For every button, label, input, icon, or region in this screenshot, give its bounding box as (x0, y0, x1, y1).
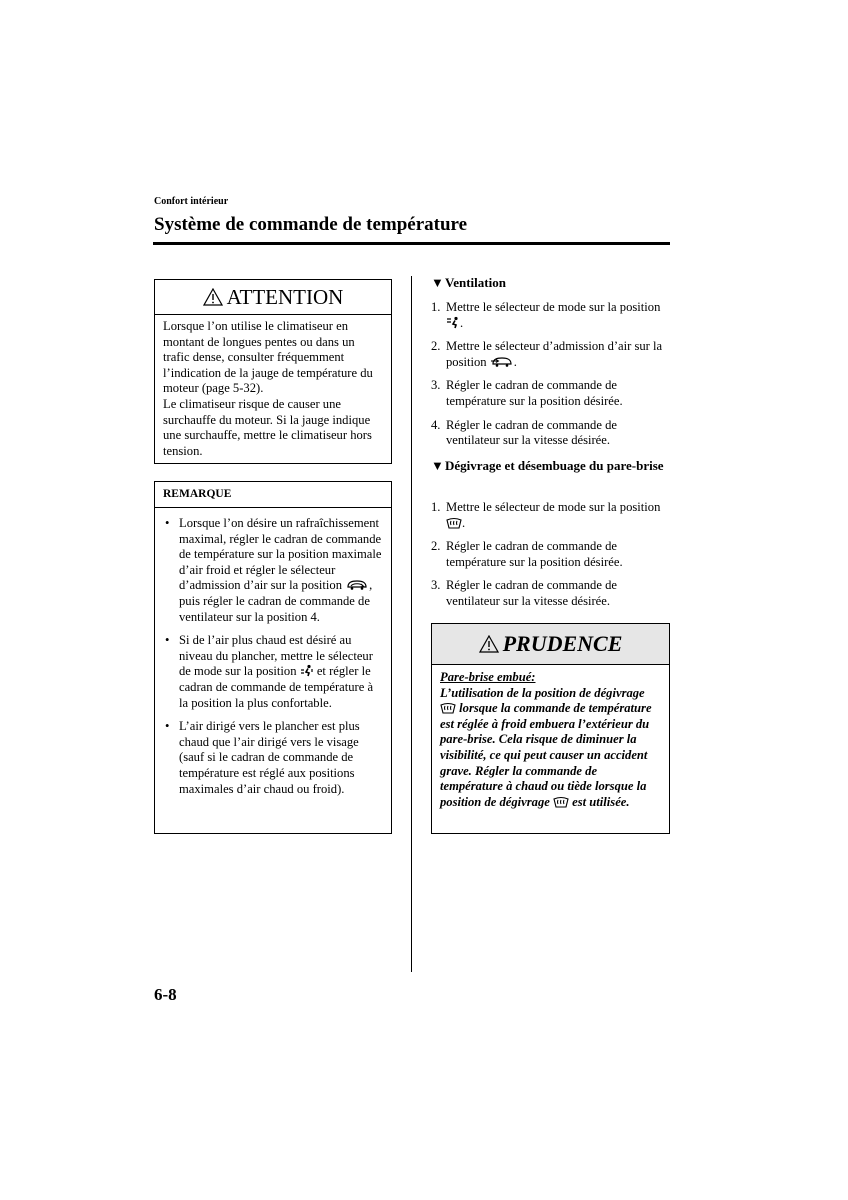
title-rule (153, 242, 670, 245)
ventilation-step-1-text-a: Mettre le sélecteur de mode sur la position (446, 300, 661, 314)
step-number: 2. (431, 539, 441, 554)
attention-header (155, 280, 391, 315)
ventilation-step-2-text-b: . (513, 354, 517, 369)
step-number: 1. (431, 500, 441, 514)
bullet: • (165, 719, 170, 734)
list-item (163, 633, 383, 711)
prudence-subheading: Pare-brise embué: (440, 670, 536, 684)
defrost-icon (446, 517, 462, 529)
remarque-item-2-text-a: Si de l’air plus chaud est désiré au niveau du plancher, mettre le sélecteur de mode sur la position (179, 633, 373, 679)
prudence-heading: PRUDENCE (502, 631, 623, 656)
prudence-text-a: L’utilisation de la position de dégivrage (440, 685, 645, 700)
attention-heading: ATTENTION (226, 284, 344, 309)
list-item (431, 418, 671, 449)
list-item (163, 719, 383, 797)
prudence-box (431, 623, 670, 834)
prudence-text-b: lorsque la commande de température est réglée à froid embuera l’extérieur du pare-brise. Cela risque de diminuer la visibilité, ce qui peut causer un accident grave. Régler la commande de température à chaud ou tiède lorsque la position de dégivrage (440, 701, 652, 809)
ventilation-heading-text: Ventilation (445, 275, 506, 290)
list-item (431, 339, 671, 370)
remarque-list (155, 508, 391, 797)
degivrage-step-3-text: Régler le cadran de commande de ventilateur sur la vitesse désirée. (446, 578, 617, 608)
attention-text-1: Lorsque l’on utilise le climatiseur en montant de longues pentes ou dans un trafic dense, consulter fréquemment l’indication de la jauge de température du moteur (page 5-32). (163, 319, 373, 396)
step-number: 2. (431, 339, 441, 354)
defrost-icon (553, 796, 569, 808)
degivrage-step-1-text-b: . (462, 515, 466, 530)
degivrage-step-2-text: Régler le cadran de commande de température sur la position désirée. (446, 539, 623, 569)
remarque-item-3-text: L’air dirigé vers le plancher est plus chaud que l’air dirigé vers le visage (sauf si le cadran de commande de température est réglé aux positions maximales d’air chaud ou froid). (179, 719, 360, 796)
defrost-icon (440, 702, 456, 714)
remarque-item-2-text-b: et régler le cadran de commande de température à la position la plus confortable. (179, 664, 374, 710)
ventilation-step-4-text: Régler le cadran de commande de ventilateur sur la vitesse désirée. (446, 417, 617, 448)
ventilation-heading (431, 274, 671, 291)
triangle-marker-icon: ▼ (431, 275, 444, 290)
step-number: 1. (431, 300, 441, 314)
ventilation-step-3-text: Régler le cadran de commande de température sur la position désirée. (446, 378, 623, 408)
step-number: 4. (431, 417, 441, 432)
face-vent-mode-icon (446, 316, 460, 329)
list-item (431, 300, 671, 331)
remarque-item-1-text-b: , puis régler le cadran de commande de ventilateur sur la position 4. (179, 578, 373, 624)
attention-text-2: Le climatiseur risque de causer une surchauffe du moteur. Si la jauge indique une surchauffe, mettre le climatiseur hors tension. (163, 396, 372, 458)
degivrage-step-1-text-a: Mettre le sélecteur de mode sur la position (446, 500, 661, 514)
page-title: Système de commande de température (154, 214, 468, 235)
ventilation-step-1-text-b: . (460, 315, 464, 330)
recirculation-icon (345, 579, 369, 591)
list-item (431, 539, 671, 570)
warning-triangle-icon (203, 288, 223, 306)
list-item (431, 578, 671, 609)
bullet: • (165, 516, 170, 530)
fresh-air-icon (490, 356, 514, 368)
remarque-item-1-text-a: Lorsque l’on désire un rafraîchissement maximal, régler le cadran de commande de température sur la position maximale d’air froid et régler le sélecteur d’admission d’air sur la position (179, 516, 382, 593)
page-number: 6-8 (154, 985, 177, 1004)
triangle-marker-icon: ▼ (431, 458, 444, 473)
degivrage-heading (431, 457, 671, 474)
degivrage-steps (431, 500, 671, 618)
ventilation-steps (431, 300, 671, 457)
attention-box (154, 279, 392, 464)
prudence-body (432, 665, 669, 810)
remarque-heading: REMARQUE (155, 482, 391, 508)
bullet: • (165, 633, 170, 648)
section-label: Confort intérieur (154, 196, 229, 207)
attention-body (155, 315, 391, 459)
warning-triangle-icon (479, 635, 499, 653)
step-number: 3. (431, 378, 441, 393)
prudence-text-c: est utilisée. (572, 794, 630, 809)
floor-vent-mode-icon (300, 664, 314, 677)
list-item (431, 378, 671, 409)
remarque-box (154, 481, 392, 834)
degivrage-heading-text: Dégivrage et désembuage du pare-brise (445, 458, 664, 473)
list-item (431, 500, 671, 531)
column-divider (411, 276, 412, 972)
step-number: 3. (431, 578, 441, 593)
prudence-header (432, 624, 669, 665)
ventilation-step-2-text-a: Mettre le sélecteur d’admission d’air sur la position (446, 339, 663, 369)
list-item (163, 516, 383, 625)
